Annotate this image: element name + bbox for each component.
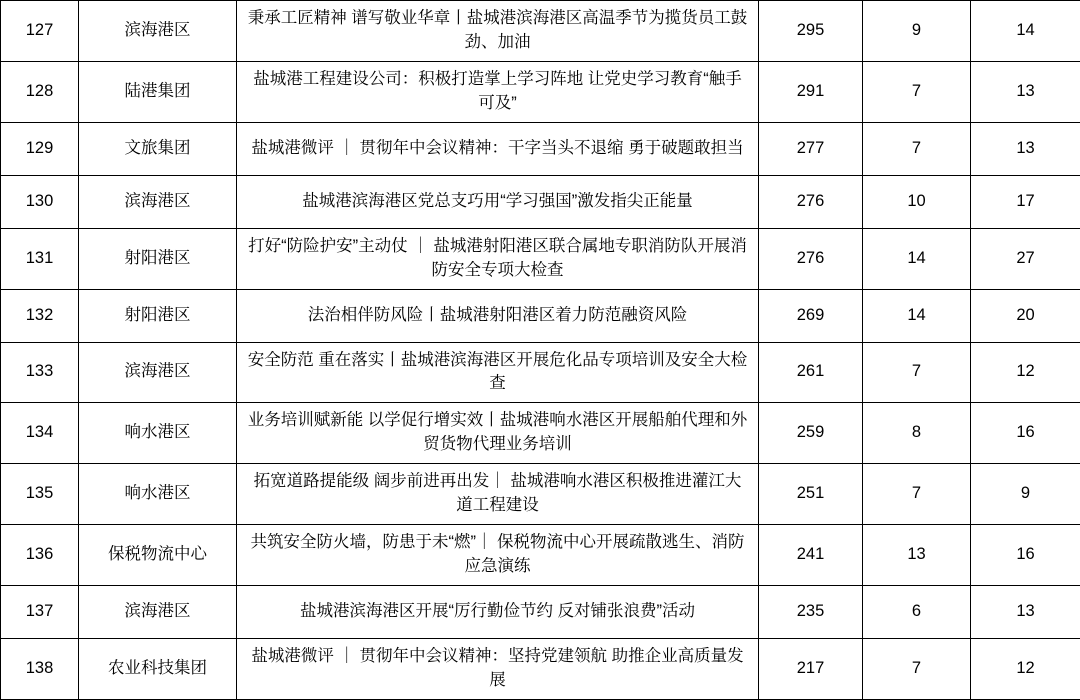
cell-share-count: 27: [971, 228, 1080, 289]
title-text: 拓宽道路提能级 阔步前进再出发｜ 盐城港响水港区积极推进灌江大道工程建设: [247, 470, 748, 518]
cell-unit: 射阳港区: [79, 289, 237, 342]
title-text: 盐城港工程建设公司：积极打造掌上学习阵地 让党史学习教育“触手可及”: [247, 68, 748, 116]
cell-index: 134: [1, 403, 79, 464]
title-text: 打好“防险护安”主动仗 ｜ 盐城港射阳港区联合属地专职消防队开展消防安全专项大检查: [247, 235, 748, 283]
cell-index: 137: [1, 585, 79, 638]
table-row: [1, 1, 1080, 62]
cell-like-count: 7: [863, 464, 971, 525]
cell-title: [237, 1, 759, 62]
cell-read-count: 295: [759, 1, 863, 62]
cell-read-count: 217: [759, 638, 863, 699]
cell-title: [237, 61, 759, 122]
cell-read-count: 261: [759, 342, 863, 403]
cell-like-count: 10: [863, 175, 971, 228]
title-text: 盐城港微评 ｜ 贯彻年中会议精神：干字当头不退缩 勇于破题敢担当: [247, 137, 748, 161]
cell-share-count: 12: [971, 638, 1080, 699]
cell-title: [237, 228, 759, 289]
table-row: [1, 585, 1080, 638]
cell-share-count: 13: [971, 585, 1080, 638]
table-row: [1, 122, 1080, 175]
table-row: [1, 175, 1080, 228]
cell-unit: 保税物流中心: [79, 525, 237, 586]
cell-read-count: 241: [759, 525, 863, 586]
cell-read-count: 269: [759, 289, 863, 342]
cell-index: 130: [1, 175, 79, 228]
cell-index: 127: [1, 1, 79, 62]
cell-share-count: 20: [971, 289, 1080, 342]
cell-index: 135: [1, 464, 79, 525]
cell-index: 128: [1, 61, 79, 122]
cell-like-count: 7: [863, 61, 971, 122]
cell-unit: 滨海港区: [79, 175, 237, 228]
cell-title: [237, 525, 759, 586]
table-row: [1, 403, 1080, 464]
table-row: [1, 289, 1080, 342]
cell-unit: 滨海港区: [79, 1, 237, 62]
cell-like-count: 7: [863, 122, 971, 175]
cell-unit: 文旅集团: [79, 122, 237, 175]
title-text: 安全防范 重在落实丨盐城港滨海港区开展危化品专项培训及安全大检查: [247, 349, 748, 397]
cell-title: [237, 464, 759, 525]
table-row: [1, 464, 1080, 525]
cell-like-count: 6: [863, 585, 971, 638]
cell-like-count: 8: [863, 403, 971, 464]
cell-unit: 响水港区: [79, 403, 237, 464]
cell-title: [237, 585, 759, 638]
cell-index: 138: [1, 638, 79, 699]
cell-unit: 农业科技集团: [79, 638, 237, 699]
cell-index: 132: [1, 289, 79, 342]
cell-read-count: 277: [759, 122, 863, 175]
cell-like-count: 7: [863, 638, 971, 699]
cell-index: 136: [1, 525, 79, 586]
cell-index: 131: [1, 228, 79, 289]
title-text: 秉承工匠精神 谱写敬业华章丨盐城港滨海港区高温季节为揽货员工鼓劲、加油: [247, 7, 748, 55]
title-text: 法治相伴防风险丨盐城港射阳港区着力防范融资风险: [247, 304, 748, 328]
cell-share-count: 17: [971, 175, 1080, 228]
cell-unit: 射阳港区: [79, 228, 237, 289]
cell-unit: 陆港集团: [79, 61, 237, 122]
cell-read-count: 235: [759, 585, 863, 638]
table-row: [1, 228, 1080, 289]
cell-read-count: 259: [759, 403, 863, 464]
cell-like-count: 13: [863, 525, 971, 586]
cell-like-count: 9: [863, 1, 971, 62]
title-text: 盐城港滨海港区党总支巧用“学习强国”激发指尖正能量: [247, 190, 748, 214]
table-row: [1, 525, 1080, 586]
cell-share-count: 9: [971, 464, 1080, 525]
cell-unit: 响水港区: [79, 464, 237, 525]
cell-title: [237, 342, 759, 403]
cell-unit: 滨海港区: [79, 342, 237, 403]
cell-read-count: 276: [759, 175, 863, 228]
cell-title: [237, 289, 759, 342]
title-text: 共筑安全防火墙，防患于未“燃”｜ 保税物流中心开展疏散逃生、消防应急演练: [247, 531, 748, 579]
cell-index: 129: [1, 122, 79, 175]
cell-read-count: 291: [759, 61, 863, 122]
cell-like-count: 14: [863, 228, 971, 289]
cell-title: [237, 122, 759, 175]
table-row: [1, 342, 1080, 403]
cell-like-count: 7: [863, 342, 971, 403]
cell-share-count: 12: [971, 342, 1080, 403]
cell-read-count: 276: [759, 228, 863, 289]
cell-share-count: 16: [971, 403, 1080, 464]
title-text: 业务培训赋新能 以学促行增实效丨盐城港响水港区开展船舶代理和外贸货物代理业务培训: [247, 409, 748, 457]
cell-like-count: 14: [863, 289, 971, 342]
cell-title: [237, 403, 759, 464]
title-text: 盐城港微评 ｜ 贯彻年中会议精神：坚持党建领航 助推企业高质量发展: [247, 645, 748, 693]
table-row: [1, 61, 1080, 122]
cell-share-count: 13: [971, 61, 1080, 122]
cell-title: [237, 175, 759, 228]
cell-share-count: 13: [971, 122, 1080, 175]
table-body: [1, 1, 1080, 700]
cell-index: 133: [1, 342, 79, 403]
cell-share-count: 14: [971, 1, 1080, 62]
title-text: 盐城港滨海港区开展“厉行勤俭节约 反对铺张浪费”活动: [247, 600, 748, 624]
cell-share-count: 16: [971, 525, 1080, 586]
cell-read-count: 251: [759, 464, 863, 525]
cell-unit: 滨海港区: [79, 585, 237, 638]
